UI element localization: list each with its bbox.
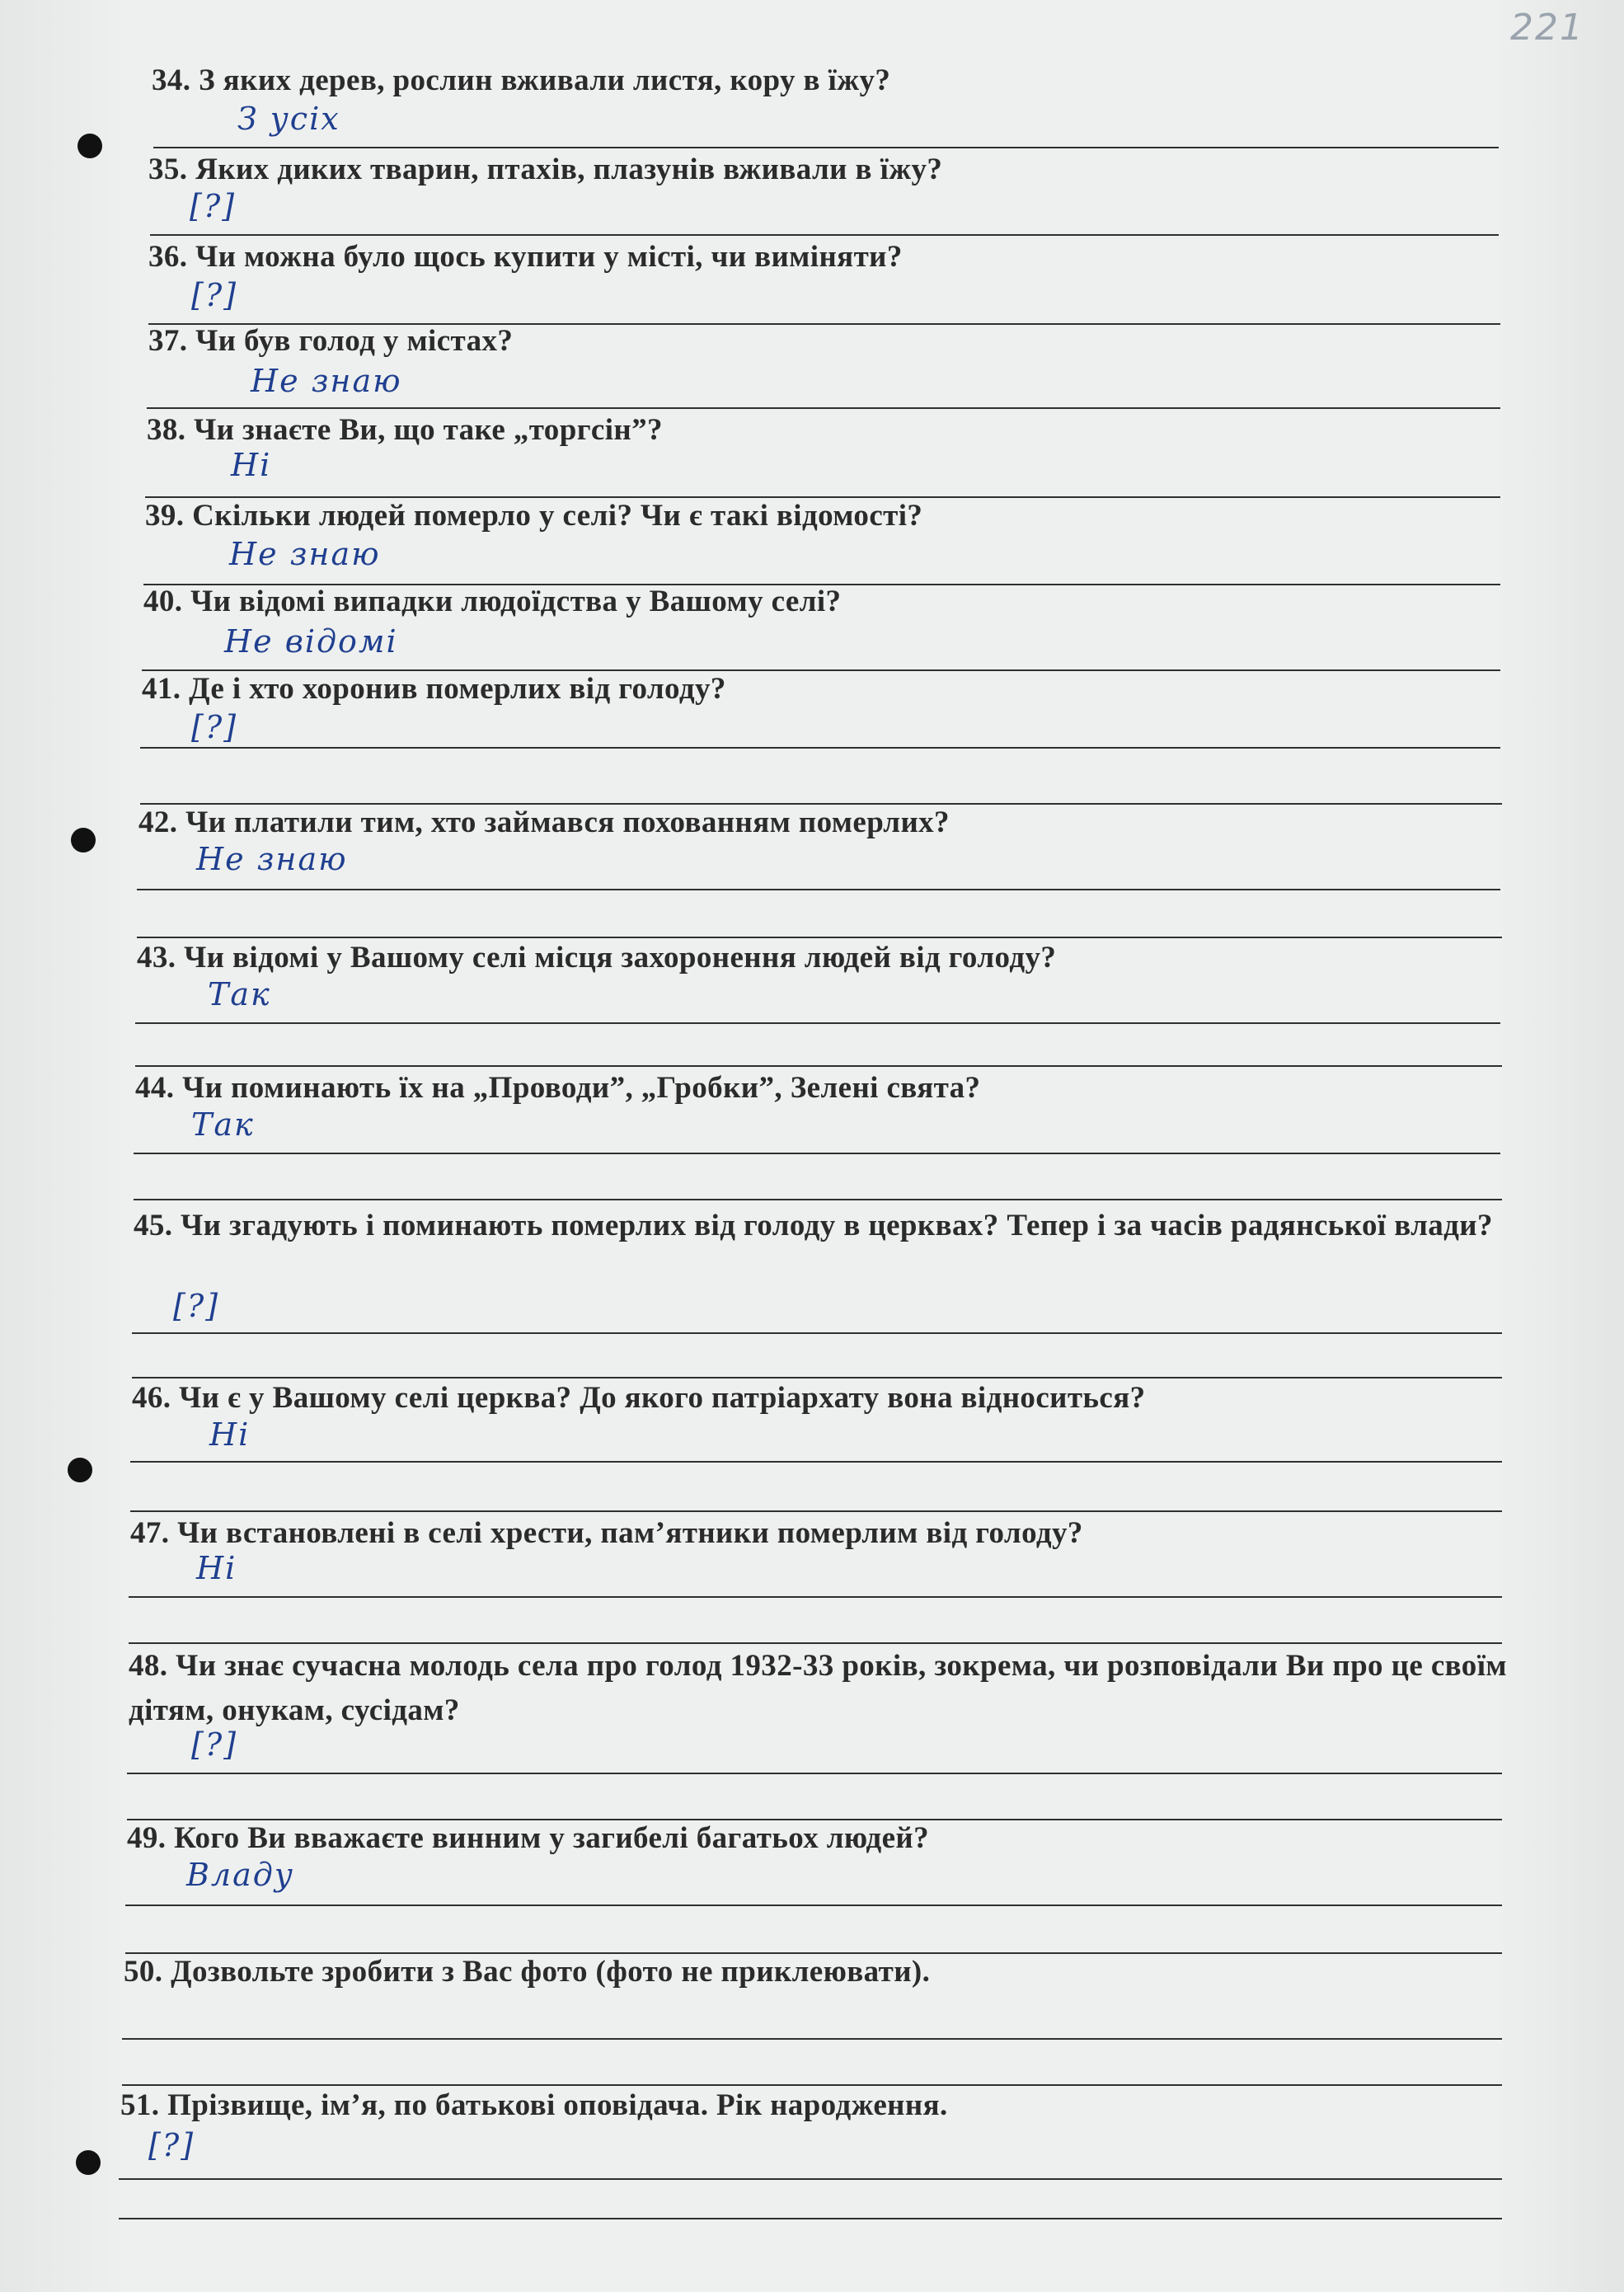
answer-line xyxy=(119,2178,1502,2180)
answer-line xyxy=(122,2038,1502,2040)
answer-line xyxy=(153,147,1499,148)
answer-49: Владу xyxy=(186,1857,294,1893)
answer-43: Так xyxy=(208,976,271,1012)
answer-line xyxy=(134,1153,1500,1154)
answer-47: Ні xyxy=(196,1550,237,1586)
answer-line xyxy=(137,889,1500,890)
answer-line xyxy=(130,1461,1502,1463)
binder-hole xyxy=(76,2150,101,2175)
answer-48: [?] xyxy=(191,1726,238,1763)
question-41: 41. Де і хто хоронив померлих від голоду? xyxy=(142,672,726,706)
question-51: 51. Прізвище, ім’я, по батькові оповідача. Рік народження. xyxy=(120,2088,948,2122)
answer-line xyxy=(132,1377,1502,1378)
binder-hole xyxy=(77,134,102,158)
answer-line xyxy=(119,2218,1502,2219)
answer-41: [?] xyxy=(191,709,238,745)
answer-line xyxy=(127,1773,1502,1774)
question-38: 38. Чи знаєте Ви, що таке „торгсін”? xyxy=(147,413,663,447)
question-40: 40. Чи відомі випадки людоїдства у Вашому селі? xyxy=(143,585,842,618)
question-49: 49. Кого Ви вважаєте винним у загибелі багатьох людей? xyxy=(127,1821,930,1855)
question-37: 37. Чи був голод у містах? xyxy=(148,324,514,358)
question-35: 35. Яких диких тварин, птахів, плазунів вживали в їжу? xyxy=(148,153,943,186)
binder-hole xyxy=(68,1458,92,1482)
answer-line xyxy=(135,1022,1500,1024)
answer-36: [?] xyxy=(191,277,238,313)
answer-42: Не знаю xyxy=(196,841,348,877)
answer-46: Ні xyxy=(209,1416,251,1453)
answer-38: Ні xyxy=(231,447,272,483)
question-48: 48. Чи знає сучасна молодь села про голод 1932-33 років, зокрема, чи розповідали Ви про це своїм дітям, онукам, сусідам? xyxy=(129,1649,1507,1727)
answer-45: [?] xyxy=(173,1288,220,1324)
answer-35: [?] xyxy=(190,188,237,224)
question-43: 43. Чи відомі у Вашому селі місця захоронення людей від голоду? xyxy=(137,941,1057,975)
answer-44: Так xyxy=(191,1106,255,1143)
answer-line xyxy=(125,1905,1502,1906)
page-number: 221 xyxy=(1510,7,1584,49)
question-46: 46. Чи є у Вашому селі церква? До якого патріархату вона відноситься? xyxy=(132,1381,1146,1415)
binder-hole xyxy=(71,828,96,852)
answer-line xyxy=(150,234,1499,236)
answer-line xyxy=(134,1199,1502,1200)
answer-51: [?] xyxy=(148,2127,195,2163)
answer-line xyxy=(147,407,1500,409)
question-45: 45. Чи згадують і поминають померлих від голоду в церквах? Тепер і за часів радянської влади? xyxy=(134,1209,1493,1242)
answer-line xyxy=(140,747,1500,749)
question-47: 47. Чи встановлені в селі хрести, пам’ятники померлим від голоду? xyxy=(130,1516,1083,1550)
answer-40: Не відомі xyxy=(224,623,398,660)
answer-line xyxy=(130,1510,1502,1512)
answer-line xyxy=(132,1332,1502,1334)
question-34: 34. З яких дерев, рослин вживали листя, кору в їжу? xyxy=(152,63,891,97)
question-36: 36. Чи можна було щось купити у місті, чи виміняти? xyxy=(148,240,903,274)
answer-line xyxy=(122,2084,1502,2086)
question-44: 44. Чи поминають їх на „Проводи”, „Гробки”, Зелені свята? xyxy=(135,1071,981,1105)
answer-37: Не знаю xyxy=(251,363,402,399)
answer-line xyxy=(135,1065,1502,1067)
question-39: 39. Скільки людей померло у селі? Чи є такі відомості? xyxy=(145,499,923,533)
question-42: 42. Чи платили тим, хто займався похованням померлих? xyxy=(138,805,950,839)
question-50: 50. Дозвольте зробити з Вас фото (фото не приклеювати). xyxy=(124,1955,931,1989)
answer-line xyxy=(137,937,1502,938)
answer-39: Не знаю xyxy=(229,536,381,572)
answer-line xyxy=(129,1596,1502,1598)
answer-34: З усіх xyxy=(237,101,340,137)
